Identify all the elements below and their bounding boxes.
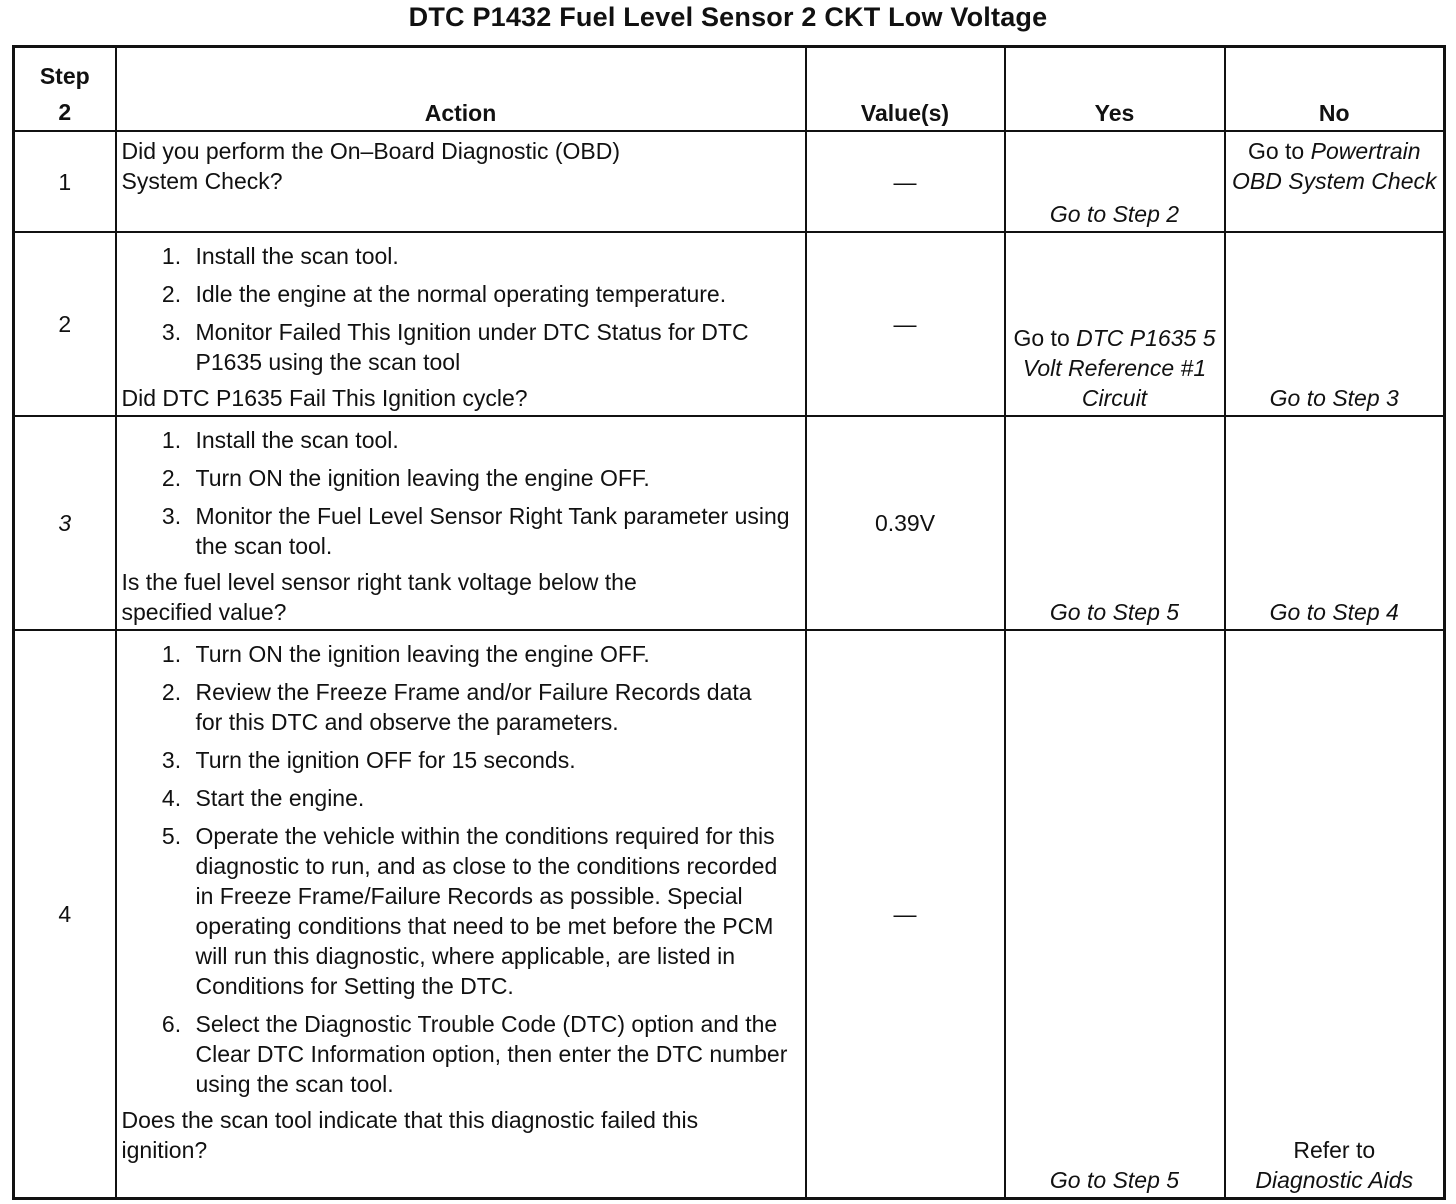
yes-cell	[1005, 232, 1225, 416]
yes-link-text: DTC P1635 5 Volt Reference #1 Circuit	[1022, 325, 1216, 411]
action-list	[122, 241, 801, 377]
action-item: 3. Turn the ignition OFF for 15 seconds.	[188, 745, 801, 775]
value-cell: —	[806, 131, 1005, 232]
no-link-text: Powertrain OBD System Check	[1232, 138, 1437, 194]
yes-cell: Go to Step 5	[1005, 416, 1225, 630]
no-cell	[1225, 630, 1445, 1198]
value-cell: 0.39V	[806, 416, 1005, 630]
diagnostic-table	[12, 45, 1446, 1200]
action-item: 6. Select the Diagnostic Trouble Code (DTC) option and the Clear DTC Information option, then enter the DTC number using the scan tool.	[188, 1009, 801, 1099]
action-list	[122, 639, 801, 1099]
header-values: Value(s)	[806, 47, 1005, 132]
yes-cell: Go to Step 2	[1005, 131, 1225, 232]
no-prefix: Go to	[1247, 138, 1311, 164]
table-row	[14, 232, 1445, 416]
header-step-number: 2	[58, 99, 72, 125]
action-item: 1. Turn ON the ignition leaving the engine OFF.	[188, 639, 801, 669]
action-item: 2. Idle the engine at the normal operating temperature.	[188, 279, 801, 309]
action-cell	[116, 630, 806, 1198]
page-title: DTC P1432 Fuel Level Sensor 2 CKT Low Voltage	[408, 2, 1048, 32]
header-row	[14, 47, 1445, 132]
value-cell: —	[806, 630, 1005, 1198]
yes-cell: Go to Step 5	[1005, 630, 1225, 1198]
step-number: 3	[14, 416, 116, 630]
step-number: 4	[14, 630, 116, 1198]
no-cell	[1225, 131, 1445, 232]
action-cell	[116, 232, 806, 416]
action-question: Did you perform the On–Board Diagnostic (OBD) System Check?	[121, 138, 621, 194]
action-item: 5. Operate the vehicle within the conditions required for this diagnostic to run, and as close to the conditions recorded in Freeze Frame/Failure Records as possible. Special operating conditions that need to be met before the PCM will run this diagnostic, where applicable, are listed in Conditions for Setting the DTC.	[188, 821, 801, 1001]
action-item: 1. Install the scan tool.	[188, 241, 801, 271]
header-step-label: Step	[39, 63, 90, 89]
no-prefix: Refer to	[1293, 1136, 1376, 1163]
action-question: Does the scan tool indicate that this diagnostic failed this ignition?	[121, 1107, 699, 1163]
action-item: 2. Review the Freeze Frame and/or Failure Records data for this DTC and observe the parameters.	[188, 677, 801, 737]
action-item: 2. Turn ON the ignition leaving the engine OFF.	[188, 463, 801, 493]
action-item: 3. Monitor the Fuel Level Sensor Right Tank parameter using the scan tool.	[188, 501, 801, 561]
yes-prefix: Go to	[1013, 325, 1077, 351]
action-cell	[116, 416, 806, 630]
no-cell: Go to Step 3	[1225, 232, 1445, 416]
header-action: Action	[116, 47, 806, 132]
action-cell	[116, 131, 806, 232]
table-row	[14, 416, 1445, 630]
action-question: Is the fuel level sensor right tank voltage below the specified value?	[121, 569, 637, 625]
action-question: Did DTC P1635 Fail This Ignition cycle?	[121, 385, 528, 411]
table-row	[14, 630, 1445, 1198]
header-no: No	[1225, 47, 1445, 132]
value-cell: —	[806, 232, 1005, 416]
table-row	[14, 131, 1445, 232]
action-list	[122, 425, 801, 561]
no-cell: Go to Step 4	[1225, 416, 1445, 630]
no-link-text: Diagnostic Aids	[1255, 1166, 1414, 1193]
header-step	[14, 47, 116, 132]
action-item: 4. Start the engine.	[188, 783, 801, 813]
step-number: 2	[14, 232, 116, 416]
action-item: 1. Install the scan tool.	[188, 425, 801, 455]
step-number: 1	[14, 131, 116, 232]
action-item: 3. Monitor Failed This Ignition under DTC Status for DTC P1635 using the scan tool	[188, 317, 801, 377]
header-yes: Yes	[1005, 47, 1225, 132]
